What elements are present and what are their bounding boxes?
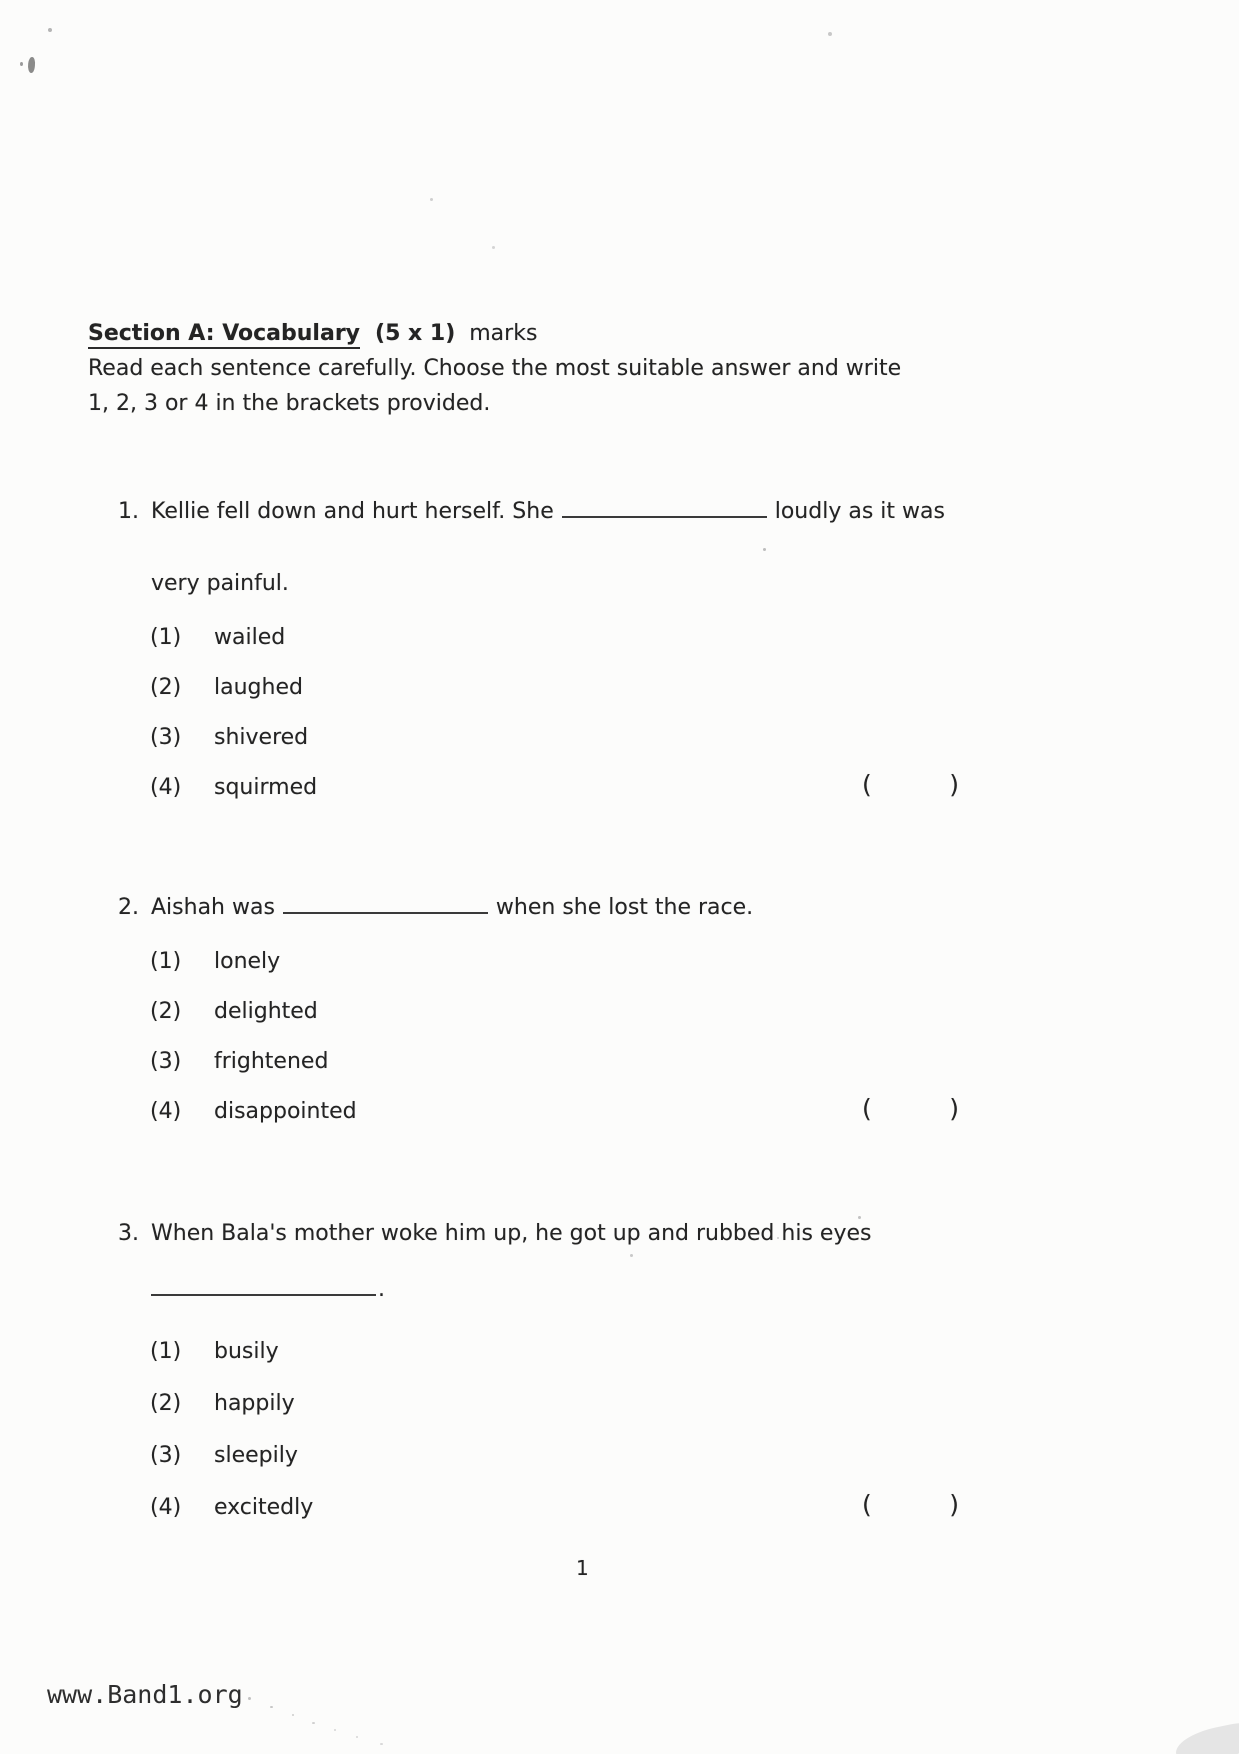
scan-artifact-mark [27, 57, 36, 74]
options-list [150, 1336, 1148, 1544]
question-number: 3. [118, 1221, 139, 1246]
option-row [150, 1388, 1148, 1440]
question-3-sentence [118, 1218, 1148, 1250]
option-label: (2) [150, 999, 182, 1024]
option-row [150, 722, 1148, 772]
option-row [150, 772, 1148, 822]
question-1 [118, 496, 1148, 822]
options-list [150, 622, 1148, 822]
bracket-open: ( [862, 770, 872, 799]
option-row [150, 996, 1148, 1046]
option-label: (1) [150, 625, 182, 650]
bracket-close: ) [949, 770, 959, 799]
question-2-sentence [118, 892, 1148, 924]
option-text: wailed [214, 625, 286, 650]
option-label: (1) [150, 1339, 182, 1364]
answer-brackets [862, 1489, 959, 1521]
scan-artifact-dot [334, 1729, 336, 1731]
option-text: shivered [214, 725, 309, 750]
question-3-blank-line [151, 1274, 1148, 1306]
option-text: laughed [214, 675, 303, 700]
option-label: (4) [150, 1495, 182, 1520]
answer-blank-line [151, 1276, 376, 1296]
answer-blank-line [283, 894, 488, 914]
bracket-close: ) [949, 1490, 959, 1519]
question-text-continued: very painful. [151, 571, 289, 596]
option-label: (3) [150, 1049, 182, 1074]
question-text-after-blank: loudly as it was [774, 499, 945, 524]
scan-artifact-dot [356, 1736, 358, 1738]
scan-artifact-dot [492, 246, 495, 249]
section-marks-label: marks [469, 321, 538, 346]
options-list [150, 946, 1148, 1146]
question-text: When Bala's mother woke him up, he got up and rubbed his eyes [151, 1221, 872, 1246]
option-row [150, 946, 1148, 996]
option-label: (4) [150, 1099, 182, 1124]
page-number: 1 [576, 1556, 589, 1580]
answer-brackets [862, 769, 959, 801]
instructions-line-1: Read each sentence carefully. Choose the most suitable answer and write [88, 356, 902, 381]
question-2 [118, 892, 1148, 1146]
option-row [150, 622, 1148, 672]
answer-brackets [862, 1093, 959, 1125]
scan-artifact-mark [20, 62, 23, 66]
option-label: (2) [150, 675, 182, 700]
option-text: squirmed [214, 775, 318, 800]
option-row [150, 1096, 1148, 1146]
option-text: excitedly [214, 1495, 314, 1520]
option-row [150, 1336, 1148, 1388]
option-text: busily [214, 1339, 279, 1364]
option-text: frightened [214, 1049, 329, 1074]
option-label: (1) [150, 949, 182, 974]
scan-artifact-dot [380, 1743, 383, 1745]
option-row [150, 672, 1148, 722]
scan-artifact-smudge [1173, 1720, 1239, 1754]
option-row [150, 1046, 1148, 1096]
option-text: disappointed [214, 1099, 357, 1124]
scan-artifact-dot [430, 198, 433, 201]
watermark-url: www.Band1.org [47, 1680, 243, 1709]
question-number: 1. [118, 499, 139, 524]
question-number: 2. [118, 895, 139, 920]
section-marks-count: (5 x 1) [375, 321, 456, 346]
bracket-open: ( [862, 1490, 872, 1519]
option-text: happily [214, 1391, 295, 1416]
blank-suffix-period: . [378, 1277, 385, 1302]
question-text-before-blank: Aishah was [151, 895, 275, 920]
scan-artifact-dot [248, 1697, 251, 1700]
option-row [150, 1492, 1148, 1544]
scan-artifact-dot [270, 1706, 273, 1708]
option-label: (3) [150, 725, 182, 750]
option-row [150, 1440, 1148, 1492]
question-3 [118, 1218, 1148, 1544]
section-title: Section A: Vocabulary [88, 321, 360, 349]
scan-artifact-dot [828, 32, 832, 36]
question-1-sentence [118, 496, 1148, 528]
scan-artifact-dot [48, 28, 52, 32]
option-label: (3) [150, 1443, 182, 1468]
answer-blank-line [562, 498, 767, 518]
bracket-open: ( [862, 1094, 872, 1123]
section-header [88, 316, 901, 421]
instructions-line-2: 1, 2, 3 or 4 in the brackets provided. [88, 391, 491, 416]
option-text: lonely [214, 949, 281, 974]
scan-artifact-dot [292, 1714, 294, 1716]
question-text-after-blank: when she lost the race. [495, 895, 754, 920]
option-label: (2) [150, 1391, 182, 1416]
option-text: delighted [214, 999, 318, 1024]
option-text: sleepily [214, 1443, 298, 1468]
bracket-close: ) [949, 1094, 959, 1123]
question-text-before-blank: Kellie fell down and hurt herself. She [151, 499, 554, 524]
section-title-line [88, 316, 901, 351]
scan-artifact-dot [312, 1722, 315, 1724]
option-label: (4) [150, 775, 182, 800]
